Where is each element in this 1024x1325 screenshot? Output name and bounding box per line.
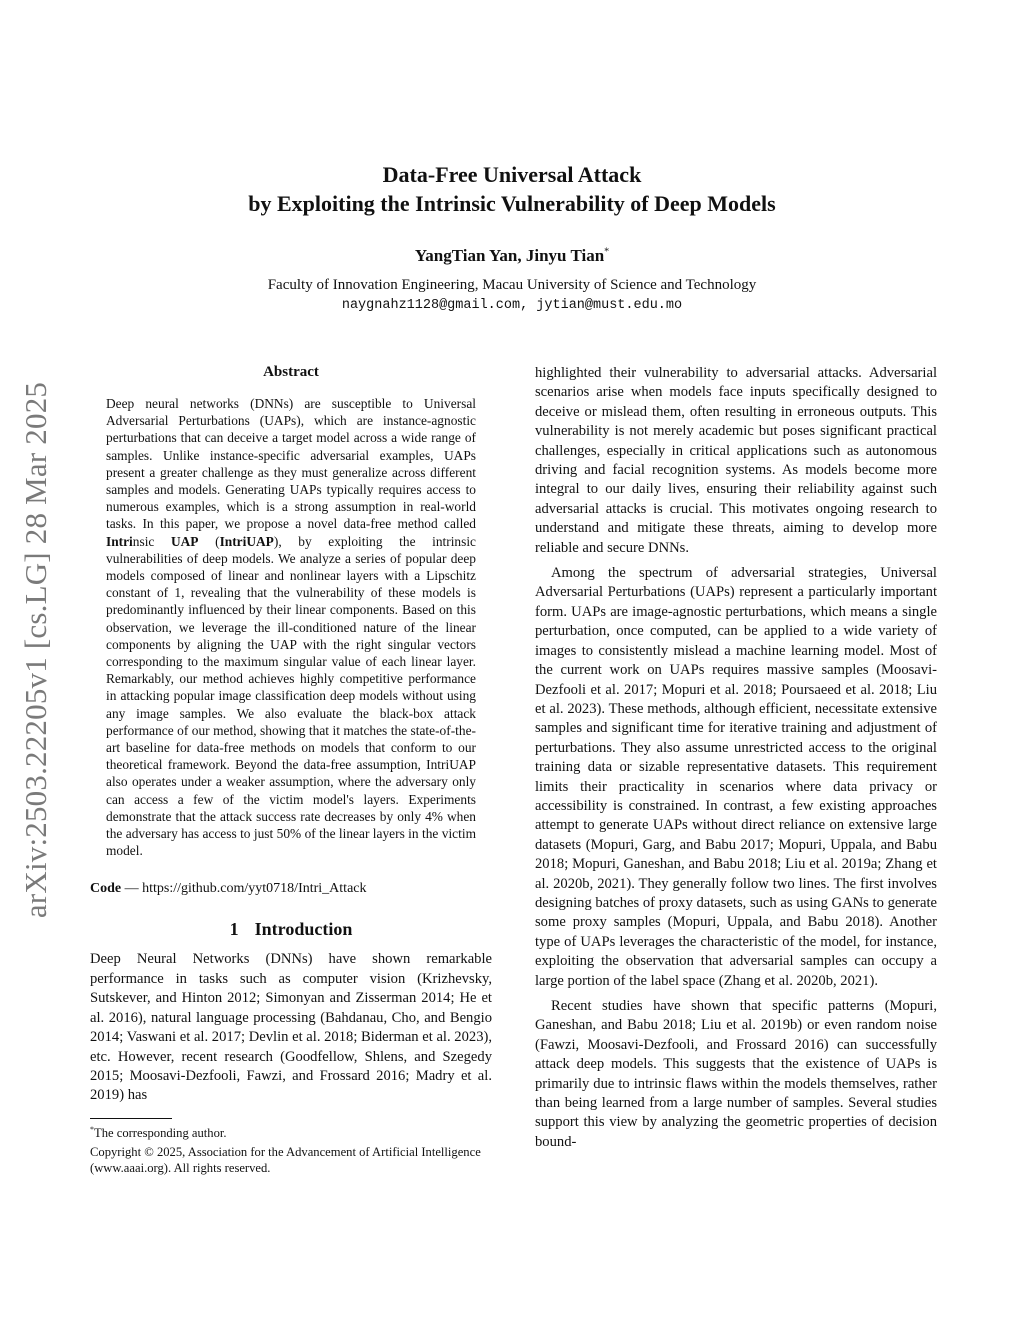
abstract-heading: Abstract xyxy=(263,364,319,380)
abstract-text-3: ( xyxy=(198,533,220,549)
affiliation xyxy=(90,275,934,316)
code-link-line xyxy=(90,881,492,897)
section-heading-introduction xyxy=(90,919,492,940)
footnote-corresponding-author xyxy=(90,1122,492,1141)
section-title: Introduction xyxy=(254,919,353,940)
footnote-text: The corresponding author. xyxy=(94,1125,227,1140)
abstract-bold-intri: Intri xyxy=(106,533,133,549)
paper-title xyxy=(90,160,934,218)
footnote-divider xyxy=(90,1118,172,1119)
intro-paragraph-1: Deep Neural Networks (DNNs) have shown remarkable performance in tasks such as computer vision (Krizhevsky, Sutskever, and Hinton 2012; Simonyan and Zisserman 2014; He et al. 2016), natural language processing (Bahdanau, Cho, and Bengio 2014; Vaswani et al. 2017; Devlin et al. 2018; Biderman et al. 2023), etc. However, recent research (Goodfellow, Shlens, and Szegedy 2015; Moosavi-Dezfooli, Fawzi, and Frossard 2016; Madry et al. 2019) has xyxy=(90,951,492,1104)
affiliation-text: Faculty of Innovation Engineering, Macau University of Science and Technology xyxy=(267,277,757,293)
arxiv-identifier-text: arXiv:2503.22205v1 [cs.LG] 28 Mar 2025 xyxy=(18,381,53,919)
abstract-body xyxy=(106,395,476,859)
left-column xyxy=(90,364,492,1176)
title-block xyxy=(90,160,934,316)
arxiv-identifier-stamp xyxy=(14,350,58,950)
author-list xyxy=(90,246,934,266)
copyright-notice: Copyright © 2025, Association for the Advancement of Artificial Intelligence (www.aaai.org). All rights reserved. xyxy=(90,1144,481,1175)
author-emails[interactable]: naygnahz1128@gmail.com, jytian@must.edu.mo xyxy=(341,298,683,313)
section-number: 1 xyxy=(229,919,239,940)
abstract-text-1: Deep neural networks (DNNs) are susceptible to Universal Adversarial Perturbations (UAPs), which are instance-agnostic perturbations that can deceive a target model across a wide range of samples. Unlike instance-specific adversarial examples, UAPs present a greater challenge as they must generalize across different samples and models. Generating UAPs typically requires access to numerous examples, which is a strong assumption in real-world tasks. In this paper, we propose a novel data-free method called xyxy=(106,396,476,532)
title-line-2: by Exploiting the Intrinsic Vulnerability of Deep Models xyxy=(248,191,776,216)
corresponding-author-mark: * xyxy=(604,246,610,258)
abstract-bold-intriuap: IntriUAP xyxy=(219,533,274,549)
author-names: YangTian Yan, Jinyu Tian xyxy=(414,246,605,265)
intro-paragraph-4: Recent studies have shown that specific patterns (Mopuri, Ganeshan, and Babu 2018; Liu et al. 2019b) or even random noise (Fawzi, Moosavi-Dezfooli, and Frossard 2016) can successfully attack deep models. This suggests that the existence of UAPs is primarily due to intrinsic flaws within the models themselves, rather than being learned from a large number of samples. Several studies support this view by analyzing the geometric properties of decision bound- xyxy=(535,998,937,1150)
footnote-mark: * xyxy=(90,1124,94,1134)
code-label: Code xyxy=(90,881,122,897)
title-line-1: Data-Free Universal Attack xyxy=(382,162,642,187)
right-column xyxy=(535,364,937,1152)
intro-paragraph-3: Among the spectrum of adversarial strategies, Universal Adversarial Perturbations (UAPs) represent a particularly important form. UAPs are image-agnostic perturbations, which means a single perturbation, once computed, can be applied to a wide variety of images to consistently mislead a machine learning model. Most of the current work on UAPs requires massive samples (Moosavi-Dezfooli et al. 2017; Mopuri et al. 2018; Poursaeed et al. 2018; Liu et al. 2023). These methods, although efficient, necessitate extensive samples and significant time for iterative training and adjustment of perturbations. They also assume unrestricted access to the original training data or sizable representative datasets. This requirement limits their practicality in scenarios where data privacy or accessibility is constrained. In contrast, a few existing approaches attempt to generate UAPs without direct reliance on extensive large datasets (Mopuri, Garg, and Babu 2017; Mopuri, Uppala, and Babu 2018; Mopuri, Ganeshan, and Babu 2018; Liu et al. 2019a; Zhang et al. 2020b, 2021). They generally follow two lines. The first involves designing batches of proxy datasets, such as using GANs to generate some proxy samples (Mopuri, Uppala, and Babu 2018). Another type of UAPs leverages the characteristic of the model, for instance, exploiting the observation that adversarial samples can occupy a large portion of the label space (Zhang et al. 2020b, 2021). xyxy=(535,565,937,989)
code-url[interactable]: — https://github.com/yyt0718/Intri_Attack xyxy=(121,881,367,897)
intro-paragraph-2: highlighted their vulnerability to adversarial attacks. Adversarial scenarios arise when models face inputs specifically designed to deceive or mislead them, often resulting in erroneous outputs. This vulnerability is not merely academic but poses significant practical challenges, especially in critical applications such as autonomous driving and facial recognition systems. As models become more integral to our daily lives, ensuring their reliability against such adversarial attacks is crucial. This motivates ongoing research to understand and mitigate these threats, aiming to develop more reliable and secure DNNs. xyxy=(535,365,937,556)
abstract-bold-uap: UAP xyxy=(170,533,199,549)
abstract-text-4: ), by exploiting the intrinsic vulnerabilities of deep models. We analyze a series of popular deep models composed of linear and nonlinear layers with a Lipschitz constant of 1, revealing that the vulnerability of these models is predominantly influenced by their linear components. Based on this observation, we leverage the ill-conditioned nature of the linear components by aligning the UAP with the right singular vectors corresponding to the maximum singular value of each linear layer. Remarkably, our method achieves highly competitive performance in attacking popular image classification deep models without using any image samples. We also evaluate the black-box attack performance of our method, showing that it matches the state-of-the-art baseline for data-free methods on models that conform to our theoretical framework. Beyond the data-free assumption, IntriUAP also operates under a weaker assumption, where the adversary only can access a few of the victim model's layers. Experiments demonstrate that the attack success rate decreases by only 4% when the adversary has access to just 50% of the linear layers in the victim model. xyxy=(106,533,476,859)
abstract-text-2: nsic xyxy=(132,533,171,549)
